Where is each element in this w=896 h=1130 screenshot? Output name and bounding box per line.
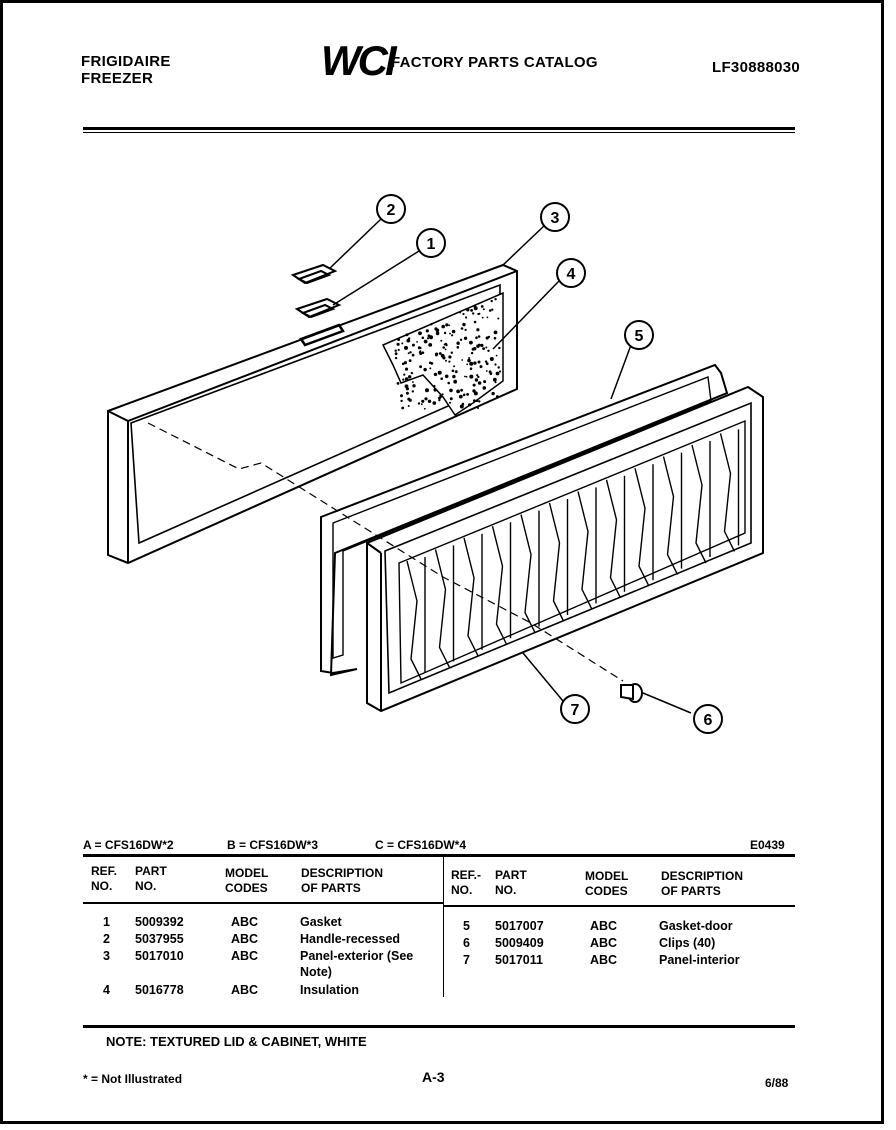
- insulation-speck: [426, 329, 429, 332]
- insulation-speck: [480, 344, 483, 347]
- model-code: ABC: [590, 919, 618, 933]
- panel-rib: [493, 526, 507, 644]
- insulation-speck: [419, 347, 421, 349]
- insulation-speck: [496, 396, 498, 398]
- insulation-speck: [452, 375, 455, 378]
- table-bottom-rule: [83, 1025, 795, 1028]
- insulation-speck: [450, 397, 453, 400]
- insulation-speck: [466, 376, 468, 378]
- panel-rib: [692, 445, 706, 563]
- insulation-speck: [409, 359, 412, 362]
- insulation-speck: [439, 352, 442, 355]
- insulation-speck: [468, 357, 470, 359]
- insulation-speck: [438, 397, 441, 400]
- insulation-speck: [499, 370, 501, 372]
- insulation-speck: [462, 313, 464, 315]
- insulation-speck: [406, 387, 409, 390]
- insulation-speck: [486, 370, 488, 372]
- insulation-speck: [460, 339, 462, 341]
- table-row: 5: [463, 919, 470, 933]
- insulation-speck: [407, 398, 410, 401]
- insulation-speck: [496, 372, 500, 376]
- insulation-speck: [498, 366, 500, 368]
- table-top-rule: [83, 854, 795, 857]
- insulation-speck: [448, 324, 450, 326]
- insulation-speck: [421, 403, 423, 405]
- insulation-speck: [478, 313, 480, 315]
- insulation-speck: [493, 378, 497, 382]
- table-row: 3: [103, 949, 110, 963]
- part-description: Insulation: [300, 983, 360, 997]
- part-description: Gasket-door: [659, 919, 733, 933]
- insulation-speck: [448, 355, 451, 358]
- panel-rib: [436, 549, 450, 667]
- header-description: DESCRIPTION OF PARTS: [301, 866, 384, 895]
- insulation-speck: [487, 317, 489, 319]
- insulation-speck: [424, 340, 428, 344]
- insulation-speck: [469, 375, 473, 379]
- insulation-speck: [483, 380, 486, 383]
- insulation-speck: [428, 400, 431, 403]
- insulation-speck: [412, 381, 414, 383]
- insulation-speck: [429, 362, 432, 365]
- clip-part: [621, 684, 642, 702]
- insulation-speck: [430, 323, 432, 325]
- insulation-speck: [428, 343, 432, 347]
- callout-label-5: 5: [634, 328, 644, 345]
- part-number: 5037955: [135, 932, 184, 946]
- insulation-speck: [485, 360, 487, 362]
- header-model-right: MODEL CODES: [585, 869, 629, 898]
- insulation-speck: [460, 405, 464, 409]
- insulation-speck: [452, 370, 455, 373]
- panel-interior-outline: [367, 387, 763, 711]
- insulation-speck: [422, 351, 425, 354]
- panel-rib: [550, 503, 564, 621]
- table-row: 6: [463, 936, 470, 950]
- insulation-speck: [468, 403, 471, 406]
- insulation-speck: [442, 346, 445, 349]
- insulation-speck: [472, 348, 475, 351]
- insulation-speck: [444, 332, 446, 334]
- insulation-speck: [464, 337, 467, 340]
- insulation-speck: [465, 316, 467, 318]
- insulation-speck: [433, 385, 435, 387]
- insulation-speck: [476, 328, 479, 331]
- insulation-speck: [483, 386, 487, 390]
- insulation-speck: [449, 333, 451, 335]
- insulation-speck: [459, 311, 461, 313]
- model-code: ABC: [590, 953, 618, 967]
- insulation-speck: [418, 331, 422, 335]
- insulation-speck: [445, 349, 447, 351]
- insulation-speck: [490, 372, 493, 375]
- insulation-speck: [461, 327, 464, 330]
- part-description: Panel-interior: [659, 953, 740, 967]
- part-number: 5017010: [135, 949, 184, 963]
- callout-label-4: 4: [566, 266, 576, 283]
- model-b: B = CFS16DW*3: [227, 838, 319, 852]
- table-row: 2: [103, 932, 110, 946]
- insulation-speck: [480, 365, 483, 368]
- insulation-speck: [440, 377, 443, 380]
- insulation-speck: [494, 337, 497, 340]
- insulation-speck: [451, 334, 453, 336]
- insulation-speck: [452, 330, 456, 334]
- insulation-speck: [483, 308, 485, 310]
- header-ref-right: REF.- NO.: [451, 868, 481, 897]
- exploded-door-diagram: [3, 3, 887, 833]
- insulation-speck: [435, 353, 438, 356]
- model-code: ABC: [231, 932, 259, 946]
- insulation-speck: [402, 379, 404, 381]
- insulation-speck: [409, 351, 411, 353]
- insulation-speck: [494, 298, 496, 300]
- insulation-speck: [478, 400, 480, 402]
- insulation-speck: [466, 308, 469, 311]
- insulation-speck: [497, 318, 499, 320]
- insulation-speck: [408, 352, 410, 354]
- insulation-speck: [424, 408, 426, 410]
- model-code: ABC: [590, 936, 618, 950]
- insulation-speck: [419, 351, 421, 353]
- insulation-speck: [423, 368, 426, 371]
- drawing-code: E0439: [750, 838, 785, 852]
- header-part: PART NO.: [135, 864, 167, 893]
- insulation-speck: [408, 405, 410, 407]
- insulation-speck: [473, 361, 476, 364]
- model-code: ABC: [231, 949, 259, 963]
- insulation-speck: [455, 370, 458, 373]
- insulation-speck: [459, 395, 463, 399]
- insulation-speck: [475, 378, 478, 381]
- insulation-speck: [470, 309, 473, 312]
- insulation-speck: [485, 347, 487, 349]
- insulation-speck: [422, 337, 425, 340]
- panel-rib: [521, 515, 535, 633]
- insulation-speck: [466, 393, 469, 396]
- insulation-speck: [470, 367, 473, 370]
- insulation-speck: [469, 341, 473, 345]
- model-code: ABC: [231, 983, 259, 997]
- insulation-speck: [404, 361, 407, 364]
- insulation-speck: [489, 309, 492, 312]
- insulation-speck: [445, 375, 449, 379]
- insulation-speck: [460, 389, 463, 392]
- insulation-speck: [408, 375, 411, 378]
- part-number: 5016778: [135, 983, 184, 997]
- insulation-speck: [441, 325, 445, 329]
- insulation-speck: [449, 389, 453, 393]
- insulation-speck: [404, 346, 408, 350]
- insulation-speck: [398, 349, 400, 351]
- catalog-number: LF30888030: [712, 59, 801, 76]
- insulation-speck: [464, 376, 466, 378]
- insulation-speck: [418, 402, 420, 404]
- insulation-speck: [436, 332, 440, 336]
- part-number: 5009409: [495, 936, 544, 950]
- callout-label-2: 2: [386, 202, 396, 219]
- brand-line-2: FREEZER: [81, 70, 154, 87]
- insulation-speck: [456, 342, 459, 345]
- insulation-speck: [491, 300, 493, 302]
- header-description-right: DESCRIPTION OF PARTS: [661, 869, 744, 898]
- insulation-speck: [498, 347, 500, 349]
- insulation-speck: [434, 327, 437, 330]
- insulation-speck: [438, 371, 442, 375]
- part-number: 5009392: [135, 915, 184, 929]
- insulation-speck: [456, 390, 460, 394]
- insulation-speck: [472, 389, 475, 392]
- insulation-speck: [467, 359, 471, 363]
- insulation-speck: [397, 382, 400, 385]
- part-number: 5017007: [495, 919, 544, 933]
- insulation-speck: [482, 317, 484, 319]
- panel-rib: [607, 480, 621, 598]
- insulation-speck: [474, 306, 478, 310]
- insulation-speck: [494, 363, 496, 365]
- insulation-speck: [395, 357, 397, 359]
- insulation-speck: [449, 402, 451, 404]
- part-description: Clips (40): [659, 936, 716, 950]
- table-row: 7: [463, 953, 470, 967]
- insulation-speck: [438, 399, 440, 401]
- insulation-speck: [408, 337, 410, 339]
- insulation-speck: [445, 360, 447, 362]
- insulation-speck: [433, 388, 436, 391]
- insulation-speck: [445, 323, 448, 326]
- insulation-speck: [476, 399, 479, 402]
- insulation-speck: [482, 347, 485, 350]
- insulation-speck: [463, 394, 465, 396]
- callout-label-1: 1: [426, 236, 436, 253]
- insulation-speck: [478, 381, 482, 385]
- insulation-speck: [444, 343, 447, 346]
- note-text: NOTE: TEXTURED LID & CABINET, WHITE: [106, 1034, 367, 1049]
- insulation-speck: [427, 337, 429, 339]
- insulation-speck: [487, 350, 489, 352]
- insulation-speck: [412, 354, 415, 357]
- insulation-speck: [495, 381, 497, 383]
- callout-label-7: 7: [570, 702, 580, 719]
- insulation-speck: [466, 364, 468, 366]
- insulation-speck: [461, 359, 463, 361]
- revision-date: 6/88: [765, 1076, 789, 1090]
- insulation-speck: [469, 362, 473, 366]
- insulation-speck: [419, 365, 422, 368]
- insulation-speck: [412, 344, 415, 347]
- insulation-speck: [462, 323, 465, 326]
- insulation-speck: [475, 336, 478, 339]
- insulation-speck: [400, 400, 402, 402]
- panel-rib: [721, 433, 735, 551]
- insulation-speck: [429, 367, 431, 369]
- insulation-speck: [405, 368, 408, 371]
- insulation-speck: [406, 392, 409, 395]
- header-model: MODEL CODES: [225, 866, 269, 895]
- callout-label-3: 3: [550, 210, 560, 227]
- header-rule-right: [443, 905, 795, 907]
- catalog-title: FACTORY PARTS CATALOG: [391, 54, 598, 71]
- insulation-speck: [434, 373, 437, 376]
- insulation-speck: [474, 321, 477, 324]
- insulation-speck: [481, 305, 484, 308]
- part-description: Gasket: [300, 915, 342, 929]
- page-number: A-3: [422, 1069, 445, 1085]
- insulation-speck: [425, 388, 429, 392]
- insulation-speck: [400, 395, 402, 397]
- insulation-speck: [477, 407, 479, 409]
- panel-rib: [664, 457, 678, 575]
- insulation-speck: [429, 335, 433, 339]
- insulation-speck: [447, 382, 450, 385]
- model-c: C = CFS16DW*4: [375, 838, 467, 852]
- insulation-speck: [395, 352, 398, 355]
- insulation-speck: [496, 355, 498, 357]
- brand-line-1: FRIGIDAIRE: [81, 53, 171, 70]
- insulation-speck: [472, 312, 474, 314]
- insulation-speck: [406, 333, 409, 336]
- insulation-speck: [494, 331, 498, 335]
- insulation-speck: [411, 372, 413, 374]
- insulation-speck: [473, 384, 476, 387]
- insulation-speck: [491, 309, 493, 311]
- insulation-speck: [478, 344, 481, 347]
- insulation-speck: [433, 401, 437, 405]
- insulation-speck: [453, 365, 455, 367]
- insulation-speck: [412, 390, 414, 392]
- insulation-speck: [490, 357, 494, 361]
- insulation-speck: [473, 399, 476, 402]
- panel-rib: [635, 468, 649, 586]
- insulation-speck: [421, 400, 424, 403]
- insulation-speck: [412, 384, 415, 387]
- insulation-speck: [465, 329, 467, 331]
- insulation-speck: [440, 340, 442, 342]
- insulation-speck: [491, 392, 494, 395]
- panel-rib: [578, 491, 592, 609]
- insulation-speck: [471, 352, 473, 354]
- table-row: 4: [103, 983, 110, 997]
- header-ref: REF. NO.: [91, 864, 118, 893]
- column-divider: [443, 857, 444, 997]
- insulation-speck: [442, 356, 445, 359]
- insulation-speck: [486, 336, 489, 339]
- model-code: ABC: [231, 915, 259, 929]
- insulation-speck: [478, 335, 481, 338]
- part-description: Handle-recessed: [300, 932, 401, 946]
- insulation-speck: [442, 393, 444, 395]
- part-description: Panel-exterior (See: [300, 949, 414, 963]
- insulation-speck: [451, 352, 453, 354]
- model-a: A = CFS16DW*2: [83, 838, 174, 852]
- insulation-speck: [453, 380, 457, 384]
- callout-label-6: 6: [703, 712, 713, 729]
- header-part-right: PART NO.: [495, 868, 527, 897]
- insulation-speck: [405, 377, 409, 381]
- insulation-speck: [424, 397, 427, 400]
- insulation-speck: [401, 342, 403, 344]
- insulation-speck: [397, 338, 400, 341]
- not-illustrated-legend: * = Not Illustrated: [83, 1072, 183, 1086]
- insulation-speck: [448, 361, 450, 363]
- insulation-speck: [478, 361, 481, 364]
- part-number: 5017011: [495, 953, 543, 967]
- insulation-speck: [395, 350, 397, 352]
- insulation-speck: [476, 374, 478, 376]
- insulation-speck: [397, 343, 400, 346]
- wci-logo: WCI: [321, 37, 394, 84]
- header-rule-left: [83, 902, 443, 904]
- insulation-speck: [457, 346, 460, 349]
- part-description-cont: Note): [300, 965, 332, 979]
- panel-rib: [464, 538, 478, 656]
- table-row: 1: [103, 915, 110, 929]
- panel-rib: [407, 561, 421, 679]
- insulation-speck: [401, 407, 404, 410]
- insulation-speck: [416, 341, 418, 343]
- insulation-speck: [403, 374, 405, 376]
